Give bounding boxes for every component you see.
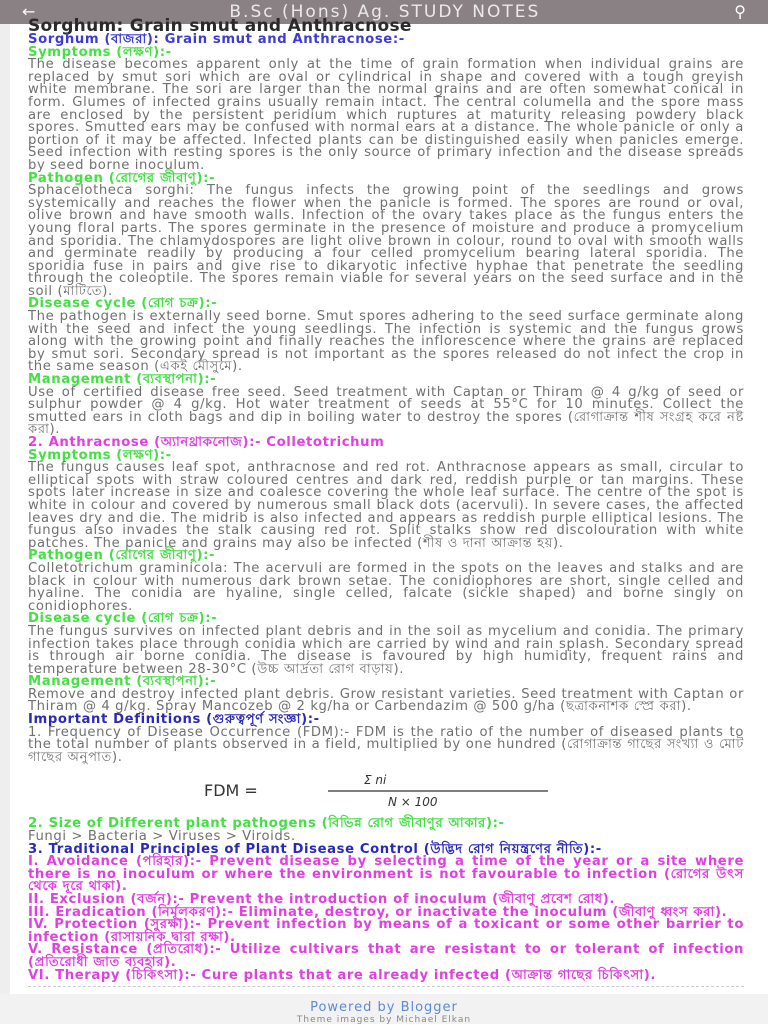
section-heading: Disease cycle (রোগ চক্র):-	[28, 611, 218, 627]
section-heading: 3. Traditional Principles of Plant Disease Control (উদ্ভিদ রোগ নিয়ন্ত্রণের নীতি):-	[28, 841, 602, 857]
section-heading: II. Exclusion (বর্জন):- Prevent the introduction of inoculum (জীবাণু প্রবেশ রোধ).	[28, 892, 615, 907]
section-heading: Pathogen (রোগের জীবাণু):-	[28, 170, 216, 186]
section-heading: IV. Protection (সুরক্ষা):- Prevent infection by means of a toxicant or some other barrier to infection (রাসায়নিক দ্বারা রক্ষা).	[28, 917, 744, 945]
post-title: Sorghum: Grain smut and Anthracnose	[28, 18, 412, 36]
formula	[28, 766, 744, 812]
back-arrow-icon[interactable]: ←	[22, 2, 36, 21]
section-heading: Management (ব্যবস্থাপনা):-	[28, 372, 217, 388]
body-paragraph: The pathogen is externally seed borne. Smut spores adhering to the seed surface germinate along with the seed and infect the young seedlings. The infection is systemic and the fungus grows along with the growing point and finally reaches the inflorescence where the grains are replaced by smut sori. Secondary spread is not important as the spores released do not infect the crop in the same season (একই মৌসুমে).	[28, 309, 744, 375]
body-paragraph: 1. Frequency of Disease Occurrence (FDM):- FDM is the ratio of the number of diseased plants to the total number of plants observed in a field, multiplied by one hundred (রোগাক্রান্ত গাছের সংখ্যা ও মোট গাছের অনুপাত).	[28, 724, 744, 765]
formula-label: FDM =	[204, 781, 258, 801]
theme-credit: Theme images by Michael Elkan	[296, 1015, 472, 1025]
body-paragraph: Remove and destroy infected plant debris. Grow resistant varieties. Seed treatment with Captan or Thiram @ 4 g/kg. Spray Mancozeb @ 2 kg/ha or Carbendazim @ 500 g/ha (ছত্রাকনাশক স্প্রে করা).	[28, 686, 744, 715]
section-heading: Disease cycle (রোগ চক্র):-	[28, 296, 218, 312]
powered-by-link[interactable]: Powered by Blogger	[310, 1000, 458, 1015]
body-paragraph: Use of certified disease free seed. Seed treatment with Captan or Thiram @ 4 g/kg of seed or sulphur powder @ 4 g/kg. Hot water treatment of seeds at 55°C for 10 minutes. Collect the smutted ears in cloth bags and dip in boiling water to destroy the spores (রোগাক্রান্ত শীষ সংগ্রহ করে নষ্ট করা).	[28, 384, 744, 438]
section-heading: Symptoms (লক্ষণ):-	[28, 44, 172, 60]
body-paragraph: Fungi > Bacteria > Viruses > Viroids.	[28, 829, 296, 845]
left-margin-strip	[0, 24, 10, 994]
section-heading: Symptoms (লক্ষণ):-	[28, 447, 172, 463]
blog-title[interactable]: B.Sc (Hons) Ag. STUDY NOTES	[229, 2, 541, 22]
blog-footer	[0, 994, 768, 1024]
section-heading: VI. Therapy (চিকিৎসা):- Cure plants that are already infected (আক্রান্ত গাছের চিকিৎসা).	[28, 967, 656, 983]
body-paragraph: The disease becomes apparent only at the time of grain formation when individual grains are replaced by smut sori which are oval or cylindrical in shape and covered with a tough greyish white membrane. The sori are larger than the normal grains and are often somewhat conical in form. Glumes of infected grains usually remain intact. The central columella and the spore mass are enclosed by the persistent peridium which ruptures at maturity releasing powdery black spores. Smutted ears may be confused with normal ears at a distance. The whole panicle or only a portion of it may be affected. Infected plants can be distinguished easily when panicles emerge. Seed infection with resting spores is the only source of primary infection and the disease spreads by seed borne inoculum.	[28, 57, 744, 173]
section-heading: III. Eradication (নির্মূলকরণ):- Eliminate, destroy, or inactivate the inoculum (জীবাণু ধ্বংস করা).	[28, 904, 728, 920]
post-body-continued	[28, 818, 744, 982]
body-paragraph: Sphacelotheca sorghi: The fungus infects the growing point of the seedlings and grows systemically and reaches the flower when the panicle is formed. The spores are round or oval, olive brown and have smooth walls. Infection of the ovary takes place as the fungus enters the young floral parts. The spores germinate in the presence of moisture and produce a promycelium and sporidia. The chlamydospores are light olive brown in colour, round to oval with smooth walls and germinate readily by producing a four celled promycelium bearing lateral sporidia. The sporidia fuse in pairs and give rise to dikaryotic infective hyphae that penetrate the seedling through the coleoptile. The spores remain viable for several years on the seed surface and in the soil (মাটিতে).	[28, 183, 744, 299]
search-icon[interactable]: ⚲	[734, 2, 746, 21]
post-content	[28, 18, 744, 993]
section-heading: 2. Anthracnose (অ্যানথ্রাকনোজ):- Colletotrichum	[28, 435, 385, 450]
section-heading: I. Avoidance (পরিহার):- Prevent disease by selecting a time of the year or a site where there is no inoculum or where the environment is not favourable to infection (রোগের উৎস থেকে দূরে থাকা).	[28, 854, 744, 895]
section-heading: Pathogen (রোগের জীবাণু):-	[28, 548, 216, 564]
body-paragraph: The fungus causes leaf spot, anthracnose and red rot. Anthracnose appears as small, circular to elliptical spots with straw coloured centres and dark red, reddish purple or tan margins. These spots later increase in size and coalesce covering the whole leaf surface. The centre of the spot is white in colour and covered by numerous small black dots (acervuli). In severe cases, the affected leaves dry and die. The midrib is also infected and appears as reddish purple elliptical lesions. The fungus also invades the stalk causing red rot. Split stalks show red discolouration with white patches. The panicle and grains may also be infected (শীষ ও দানা আক্রান্ত হয়).	[28, 460, 744, 551]
body-paragraph: Colletotrichum graminicola: The acervuli are formed in the spots on the leaves and stalks and are black in colour with numerous dark brown setae. The conidiophores are short, single celled and hyaline. The conidia are hyaline, single celled, falcate (sickle shaped) and borne singly on conidiophores.	[28, 560, 744, 614]
formula-numerator: Σ ni	[364, 773, 387, 788]
formula-denominator: N × 100	[388, 795, 438, 810]
section-heading: 2. Size of Different plant pathogens (বিভিন্ন রোগ জীবাণুর আকার):-	[28, 816, 505, 832]
body-paragraph: The fungus survives on infected plant debris and in the soil as mycelium and conidia. The primary infection takes place through conidia which are carried by wind and rain splash. Secondary spread is through air borne conidia. The disease is favoured by high humidity, frequent rains and temperature between 28-30°C (উচ্চ আর্দ্রতা রোগ বাড়ায়).	[28, 623, 744, 677]
section-heading: Important Definitions (গুরুত্বপূর্ণ সংজ্ঞা):-	[28, 712, 320, 728]
section-heading: Sorghum (বাজরা): Grain smut and Anthracnose:-	[28, 32, 405, 47]
post-body	[28, 34, 744, 764]
post-end-divider	[28, 986, 744, 987]
formula-drawing	[28, 766, 744, 812]
section-heading: V. Resistance (প্রতিরোধ):- Utilize cultivars that are resistant to or tolerant of infection (প্রতিরোধী জাত ব্যবহার).	[28, 942, 744, 970]
section-heading: Management (ব্যবস্থাপনা):-	[28, 674, 217, 690]
